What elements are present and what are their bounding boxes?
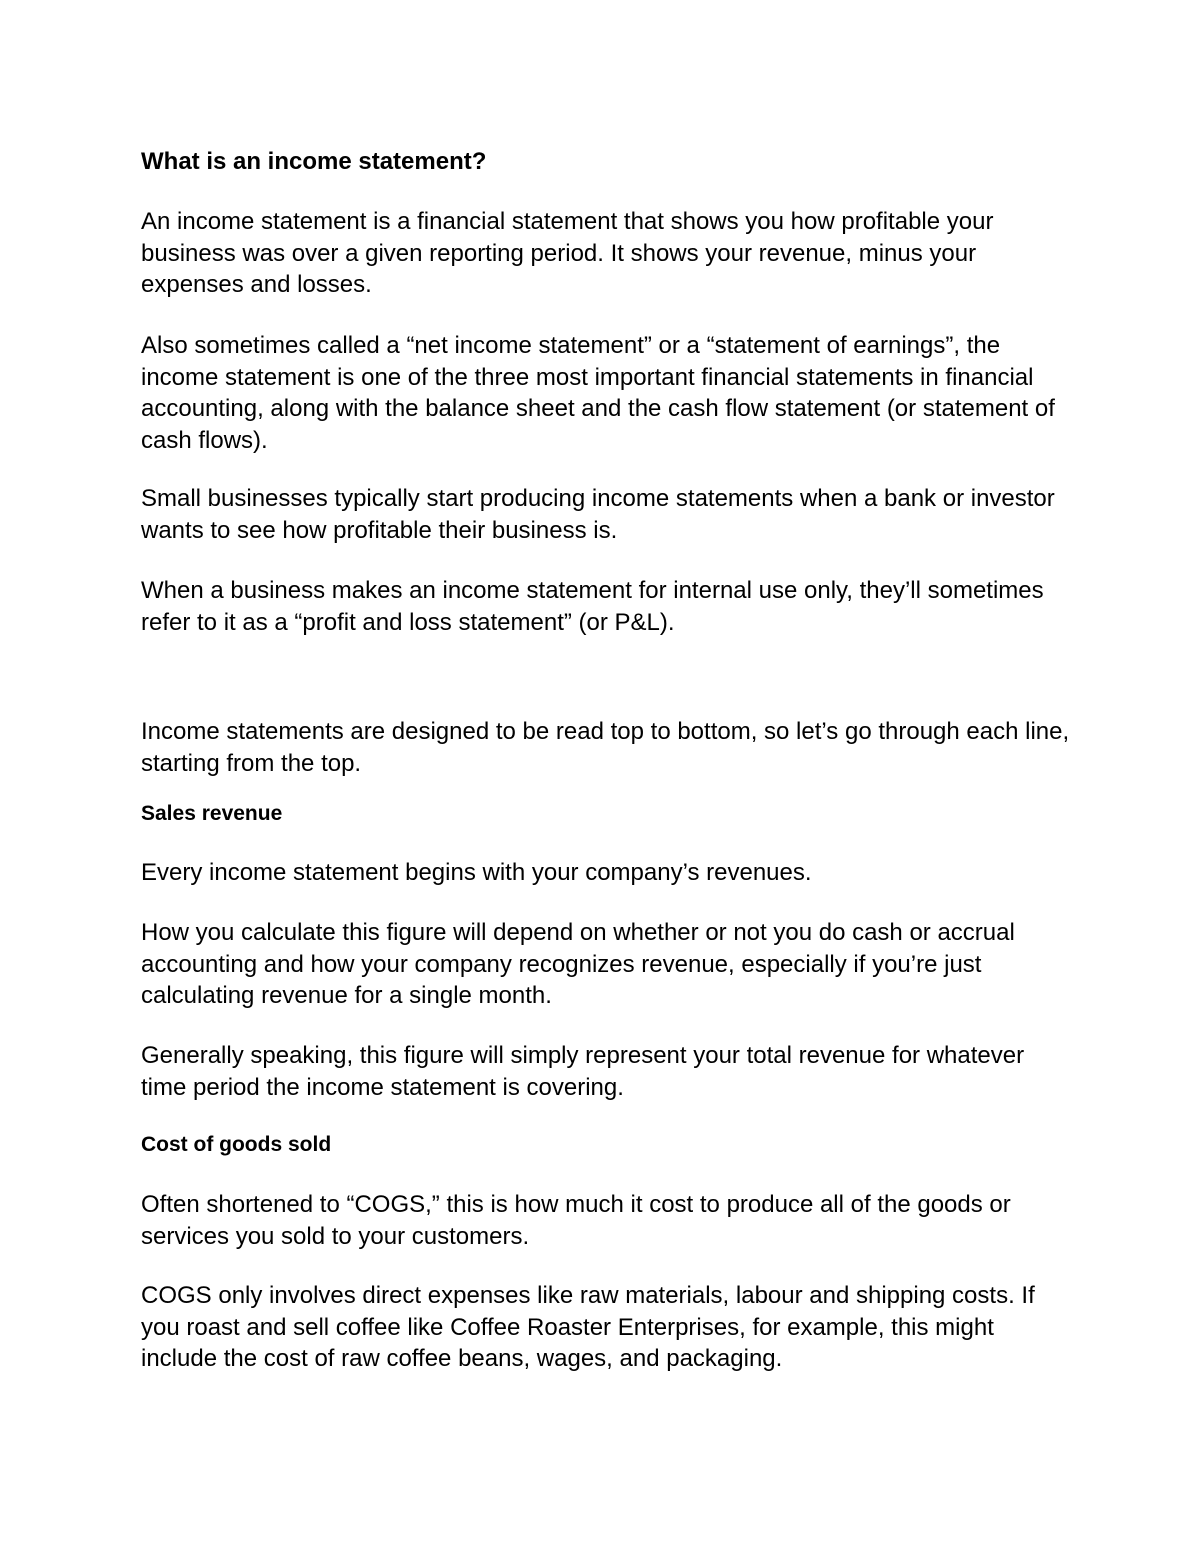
intro-paragraph-internal-use: When a business makes an income statement for internal use only, they’ll sometimes refer to it as a “profit and loss statement” (or P&L).	[141, 577, 1044, 636]
sales-revenue-paragraph-calculation: How you calculate this figure will depend on whether or not you do cash or accrual accounting and how your company recognizes revenue, especially if you’re just calculating revenue for a single month.	[141, 919, 1015, 1009]
sales-revenue-paragraph-intro: Every income statement begins with your company’s revenues.	[141, 859, 812, 886]
intro-paragraph-definition: An income statement is a financial statement that shows you how profitable your business was over a given reporting period. It shows your revenue, minus your expenses and losses.	[141, 208, 994, 298]
page-title: What is an income statement?	[141, 148, 487, 175]
sales-revenue-paragraph-general: Generally speaking, this figure will simply represent your total revenue for whatever time period the income statement is covering.	[141, 1042, 1025, 1101]
intro-paragraph-aliases: Also sometimes called a “net income statement” or a “statement of earnings”, the income statement is one of the three most important financial statements in financial accounting, along with the balance sheet and the cash flow statement (or statement of cash flows).	[141, 332, 1055, 454]
cogs-paragraph-definition: Often shortened to “COGS,” this is how much it cost to produce all of the goods or services you sold to your customers.	[141, 1191, 1011, 1250]
section-heading-cogs: Cost of goods sold	[141, 1133, 332, 1156]
section-heading-sales-revenue: Sales revenue	[141, 802, 283, 825]
intro-paragraph-reading-order: Income statements are designed to be read top to bottom, so let’s go through each line, starting from the top.	[141, 718, 1070, 777]
cogs-paragraph-examples: COGS only involves direct expenses like raw materials, labour and shipping costs. If you roast and sell coffee like Coffee Roaster Enterprises, for example, this might include the cost of raw coffee beans, wages, and packaging.	[141, 1282, 1035, 1372]
intro-paragraph-small-businesses: Small businesses typically start producing income statements when a bank or investor wants to see how profitable their business is.	[141, 485, 1055, 544]
